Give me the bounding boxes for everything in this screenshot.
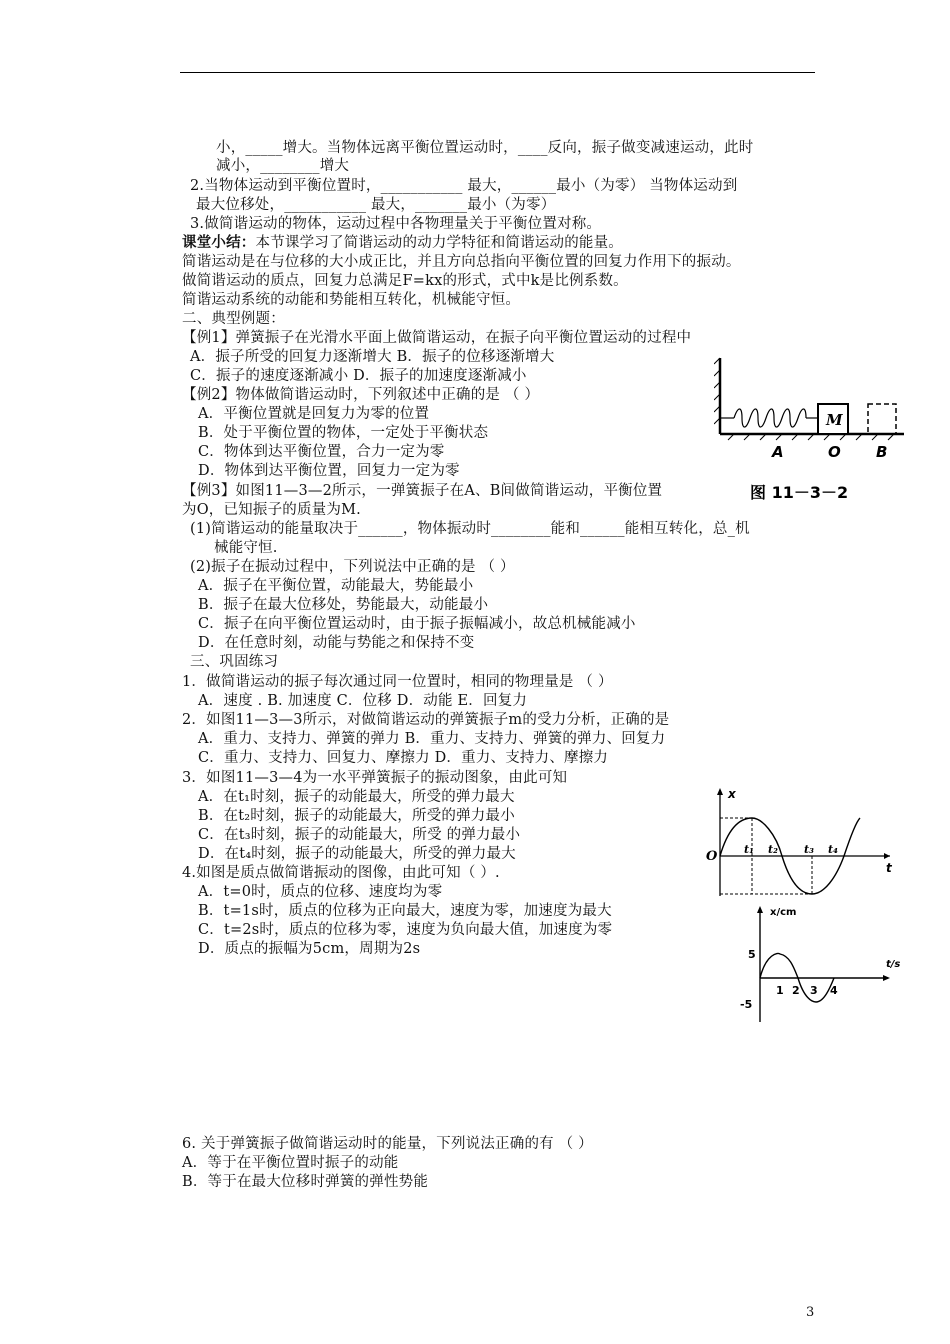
page-number: 3 — [806, 1305, 815, 1320]
option: C．t=2s时，质点的位移为零，速度为负向最大值，加速度为零 — [198, 922, 613, 938]
text-line: 3.做简谐运动的物体，运动过程中各物理量关于平衡位置对称。 — [190, 216, 602, 232]
option: A．振子所受的回复力逐渐增大 B．振子的位移逐渐增大 — [190, 349, 555, 365]
tick-t4: t₄ — [828, 843, 838, 856]
header-rule — [180, 72, 815, 73]
x-tick-3: 3 — [810, 984, 818, 997]
displacement-graph-figure — [738, 902, 918, 1026]
option: C．振子的速度逐渐减小 D．振子的加速度逐渐减小 — [190, 368, 527, 384]
text-line: 减小，________增大 — [216, 158, 350, 174]
question: 【例2】物体做简谐运动时，下列叙述中正确的是 （ ） — [182, 387, 540, 403]
sub-question: (1)简谐运动的能量取决于______，物体振动时________能和______能相互转化，总_机 — [190, 521, 750, 537]
option: A．在t₁时刻，振子的动能最大，所受的弹力最大 — [198, 789, 515, 805]
vibration-graph-figure — [704, 782, 904, 898]
option: D．物体到达平衡位置，回复力一定为零 — [198, 463, 460, 479]
option: A．速度 . B. 加速度 C．位移 D．动能 E．回复力 — [198, 693, 528, 709]
option: B．处于平衡位置的物体，一定处于平衡状态 — [198, 425, 489, 441]
y-axis-label: x/cm — [770, 907, 797, 918]
section-heading: 三、巩固练习 — [190, 654, 279, 670]
label-o: O — [828, 443, 841, 461]
label-a: A — [772, 443, 784, 461]
text-line: 2.当物体运动到平衡位置时，___________ 最大，______最小（为零） 当物体运动到 — [190, 178, 738, 194]
origin-label: O — [706, 849, 718, 864]
option: B．振子在最大位移处，势能最大，动能最小 — [198, 597, 489, 613]
question: 4.如图是质点做简谐振动的图像，由此可知（ ）. — [182, 865, 500, 881]
x-tick-1: 1 — [776, 984, 784, 997]
question: 【例1】弹簧振子在光滑水平面上做简谐运动，在振子向平衡位置运动的过程中 — [182, 330, 692, 346]
extreme-position-outline — [868, 404, 896, 434]
mass-label: M — [826, 411, 843, 429]
option: D．质点的振幅为5cm，周期为2s — [198, 941, 421, 957]
tick-t2: t₂ — [768, 843, 778, 856]
option: A．重力、支持力、弹簧的弹力 B．重力、支持力、弹簧的弹力、回复力 — [198, 731, 666, 747]
x-tick-2: 2 — [792, 984, 800, 997]
sub-question: (2)振子在振动过程中，下列说法中正确的是 （ ） — [190, 559, 515, 575]
option: A．等于在平衡位置时振子的动能 — [182, 1155, 399, 1171]
section-heading: 二、典型例题： — [182, 311, 285, 327]
text-line: 做简谐运动的质点，回复力总满足F=kx的形式，式中k是比例系数。 — [182, 273, 628, 289]
option: A．平衡位置就是回复力为零的位置 — [198, 406, 430, 422]
question: 3．如图11—3—4为一水平弹簧振子的振动图象，由此可知 — [182, 770, 568, 786]
text-line: 简谐运动系统的动能和势能相互转化，机械能守恒。 — [182, 292, 521, 308]
option: D．在t₄时刻，振子的动能最大，所受的弹力最大 — [198, 846, 516, 862]
y-tick-minus-5: -5 — [740, 998, 753, 1011]
option: C．振子在向平衡位置运动时，由于振子振幅减小，故总机械能减小 — [198, 616, 636, 632]
question: 6. 关于弹簧振子做简谐运动时的能量，下列说法正确的有 （ ） — [182, 1136, 593, 1152]
option: A．t=0时，质点的位移、速度均为零 — [198, 884, 443, 900]
summary-text: 本节课学习了简谐运动的动力学特征和简谐运动的能量。 — [255, 235, 623, 251]
option: D．在任意时刻，动能与势能之和保持不变 — [198, 635, 475, 651]
question: 1．做简谐运动的振子每次通过同一位置时，相同的物理量是 （ ） — [182, 674, 613, 690]
text-line: 为O，已知振子的质量为M. — [182, 502, 361, 518]
x-tick-4: 4 — [830, 984, 838, 997]
summary-line — [182, 234, 623, 252]
x-axis-label: t/s — [886, 959, 901, 970]
text-line: 械能守恒. — [214, 540, 278, 556]
spring-coil — [734, 409, 806, 427]
tick-t1: t₁ — [744, 843, 754, 856]
x-axis-label: t — [886, 861, 892, 875]
tick-t3: t₃ — [804, 843, 814, 856]
figure-caption: 图 11－3－2 — [750, 483, 849, 502]
option: B．在t₂时刻，振子的动能最大，所受的弹力最小 — [198, 808, 515, 824]
option: B．t=1s时，质点的位移为正向最大，速度为零，加速度为最大 — [198, 903, 612, 919]
spring-oscillator-figure — [714, 356, 910, 516]
y-axis-label: x — [728, 787, 736, 801]
question: 2．如图11—3—3所示，对做简谐运动的弹簧振子m的受力分析，正确的是 — [182, 712, 670, 728]
label-b: B — [876, 443, 888, 461]
text-line: 简谐运动是在与位移的大小成正比，并且方向总指向平衡位置的回复力作用下的振动。 — [182, 254, 741, 270]
summary-heading: 课堂小结： — [182, 234, 256, 251]
question: 【例3】如图11—3—2所示，一弹簧振子在A、B间做简谐运动，平衡位置 — [182, 483, 663, 499]
option: C．重力、支持力、回复力、摩擦力 D．重力、支持力、摩擦力 — [198, 750, 609, 766]
y-tick-5: 5 — [748, 948, 756, 961]
option: C．物体到达平衡位置，合力一定为零 — [198, 444, 445, 460]
option: C．在t₃时刻，振子的动能最大，所受 的弹力最小 — [198, 827, 521, 843]
text-line: 小，_____增大。当物体远离平衡位置运动时，____反向，振子做变减速运动，此时 — [216, 140, 754, 156]
text-line: 最大位移处，___________ 最大，_______最小（为零） — [196, 197, 556, 213]
option: A．振子在平衡位置，动能最大，势能最小 — [198, 578, 474, 594]
option: B．等于在最大位移时弹簧的弹性势能 — [182, 1174, 429, 1190]
